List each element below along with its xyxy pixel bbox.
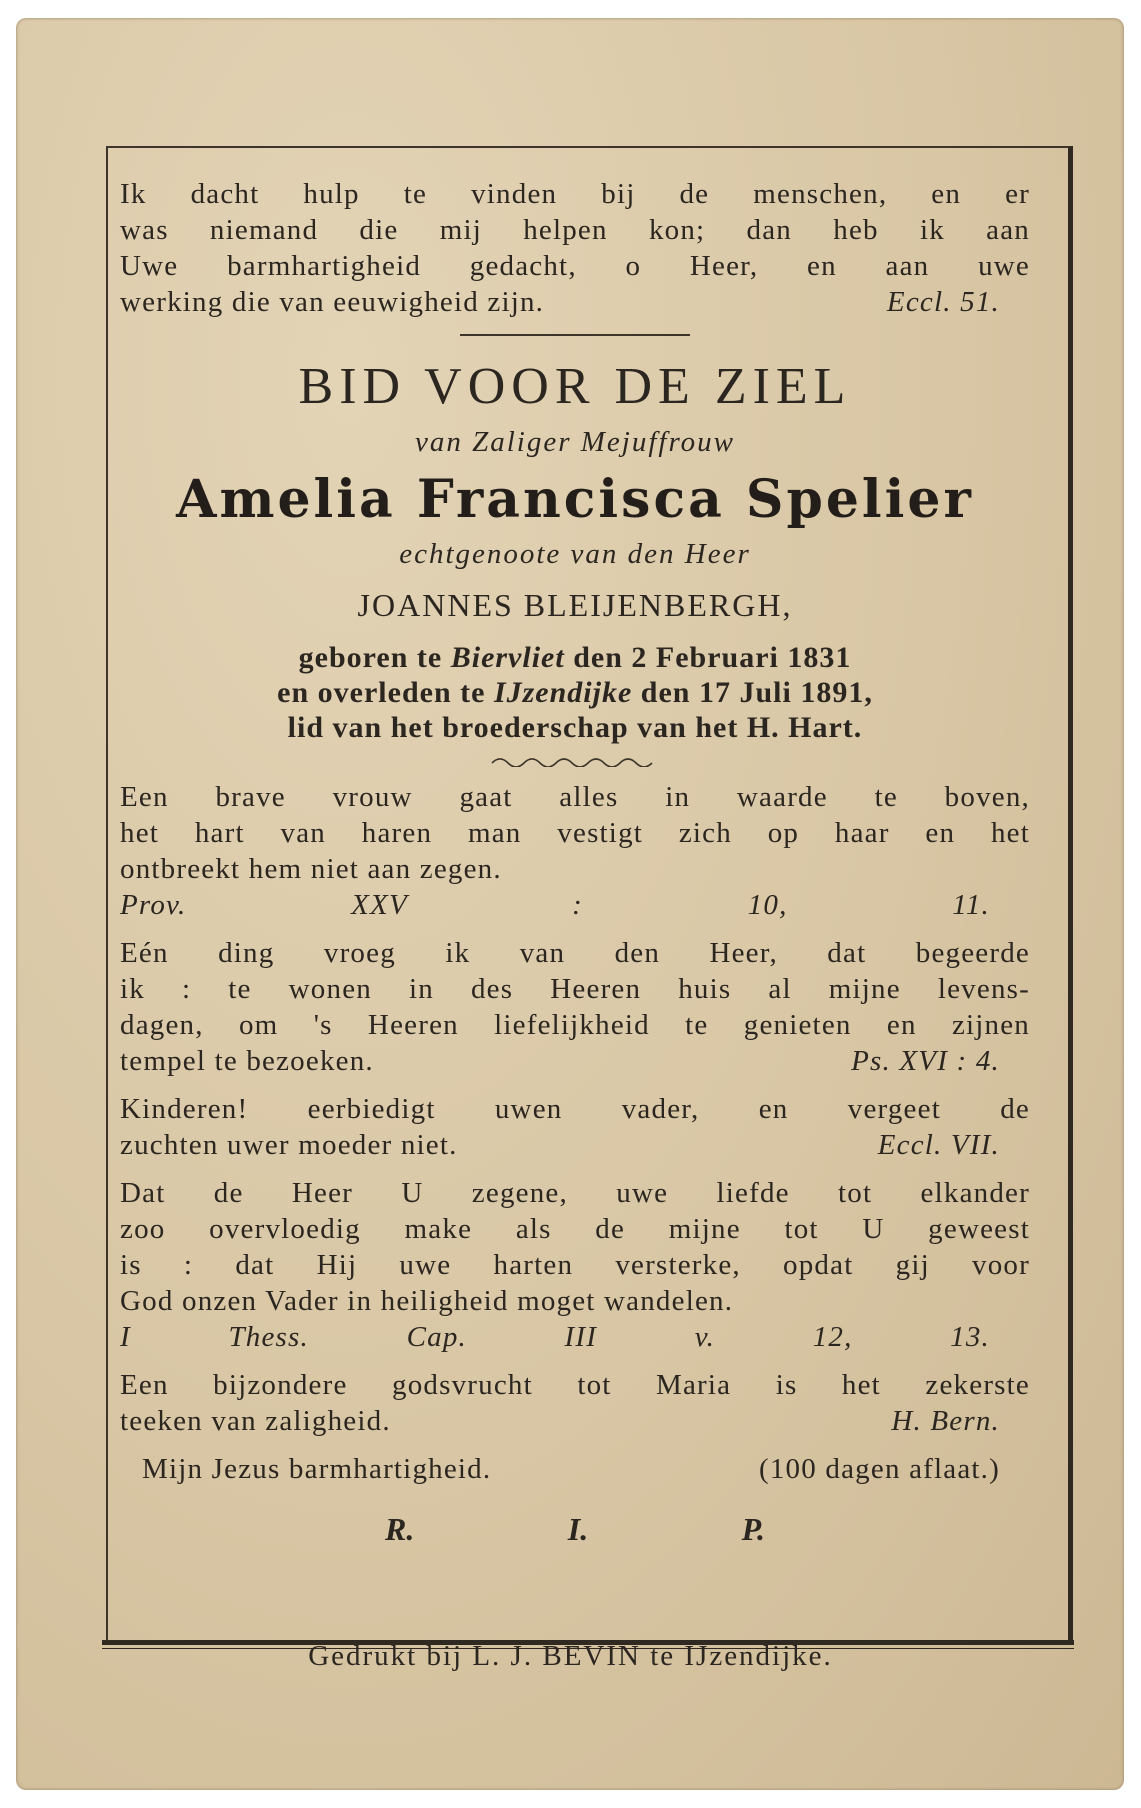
birth-date: den 2 Februari 1831 bbox=[573, 641, 852, 674]
verse-line: Kinderen! eerbiedigt uwen vader, en vergeet de bbox=[120, 1093, 1030, 1125]
death-place: IJzendijke bbox=[493, 676, 633, 709]
verse-reference: Ps. XVI : 4. bbox=[851, 1045, 1000, 1077]
verse-reference: H. Bern. bbox=[891, 1405, 1000, 1437]
indulgence-note: (100 dagen aflaat.) bbox=[759, 1453, 1000, 1485]
rip-letter: R. bbox=[385, 1511, 415, 1547]
verse-line: God onzen Vader in heiligheid moget wandelen. bbox=[120, 1285, 734, 1317]
verse-line: ontbreekt hem niet aan zegen. bbox=[120, 853, 502, 885]
quote-line: Uwe barmhartigheid gedacht, o Heer, en aan uwe bbox=[120, 250, 1030, 282]
verse-2 bbox=[120, 935, 1030, 1079]
verse-last-line bbox=[120, 1043, 1030, 1079]
verse-reference: I Thess. Cap. III v. 12, 13. bbox=[120, 1321, 990, 1353]
verse-line: tempel te bezoeken. bbox=[120, 1045, 374, 1077]
rip-letter: I. bbox=[567, 1511, 589, 1547]
death-prefix: en overleden te bbox=[277, 676, 486, 709]
divider bbox=[460, 334, 690, 336]
verse-line: is : dat Hij uwe harten versterke, opdat gij voor bbox=[120, 1249, 1030, 1281]
biography bbox=[120, 640, 1030, 745]
verse-last-line bbox=[120, 1403, 1030, 1439]
verse-1 bbox=[120, 779, 1030, 923]
quote-last-line bbox=[120, 284, 1030, 320]
quote-reference: Eccl. 51. bbox=[886, 286, 1000, 318]
verse-line: ik : te wonen in des Heeren huis al mijne levens- bbox=[120, 973, 1030, 1005]
verse-line: het hart van haren man vestigt zich op haar en het bbox=[120, 817, 1030, 849]
verse-reference: Prov. XXV : 10, 11. bbox=[120, 889, 990, 921]
prayer-text: Mijn Jezus barmhartigheid. bbox=[142, 1453, 492, 1485]
quote-line: Ik dacht hulp te vinden bij de menschen, en er bbox=[120, 178, 1030, 210]
verse-4 bbox=[120, 1175, 1030, 1355]
quote-line: was niemand die mij helpen kon; dan heb ik aan bbox=[120, 214, 1030, 246]
opening-quote bbox=[120, 176, 1030, 320]
verse-line: Dat de Heer U zegene, uwe liefde tot elkander bbox=[120, 1177, 1030, 1209]
card-content bbox=[120, 176, 1030, 1548]
prayer-line bbox=[120, 1451, 1030, 1487]
spouse-intro: echtgenoote van den Heer bbox=[399, 538, 751, 570]
verse-last-line bbox=[120, 1283, 1030, 1319]
deceased-name: Amelia Francisca Spelier bbox=[176, 469, 974, 530]
printer-credit: Gedrukt bij L. J. BEVIN te IJzendijke. bbox=[308, 1640, 833, 1672]
membership-line: lid van het broederschap van het H. Hart. bbox=[287, 711, 863, 744]
birth-place: Biervliet bbox=[450, 641, 565, 674]
verse-last-line bbox=[120, 1127, 1030, 1163]
death-line bbox=[120, 675, 1030, 710]
quote-line: werking die van eeuwigheid zijn. bbox=[120, 286, 545, 318]
verse-line: teeken van zaligheid. bbox=[120, 1405, 391, 1437]
birth-line bbox=[120, 640, 1030, 675]
verse-reference: Eccl. VII. bbox=[877, 1129, 1000, 1161]
birth-prefix: geboren te bbox=[298, 641, 443, 674]
verse-3 bbox=[120, 1091, 1030, 1163]
verse-5 bbox=[120, 1367, 1030, 1439]
verse-line: zoo overvloedig make als de mijne tot U geweest bbox=[120, 1213, 1030, 1245]
verse-line: dagen, om 's Heeren liefelijkheid te genieten en zijnen bbox=[120, 1009, 1030, 1041]
rip-initials bbox=[385, 1511, 765, 1548]
rip-letter: P. bbox=[741, 1511, 765, 1547]
death-date: den 17 Juli 1891, bbox=[640, 676, 873, 709]
ornament-squiggle-icon bbox=[490, 753, 660, 767]
verse-last-line bbox=[120, 851, 1030, 887]
subtitle: van Zaliger Mejuffrouw bbox=[414, 426, 736, 458]
spouse-name: JOANNES BLEIJENBERGH, bbox=[357, 587, 793, 623]
verse-line: Eén ding vroeg ik van den Heer, dat begeerde bbox=[120, 937, 1030, 969]
verse-line: Een brave vrouw gaat alles in waarde te boven, bbox=[120, 781, 1030, 813]
page-title: BID VOOR DE ZIEL bbox=[298, 358, 852, 415]
verse-line: zuchten uwer moeder niet. bbox=[120, 1129, 458, 1161]
prayer bbox=[120, 1451, 1030, 1487]
verse-line: Een bijzondere godsvrucht tot Maria is het zekerste bbox=[120, 1369, 1030, 1401]
